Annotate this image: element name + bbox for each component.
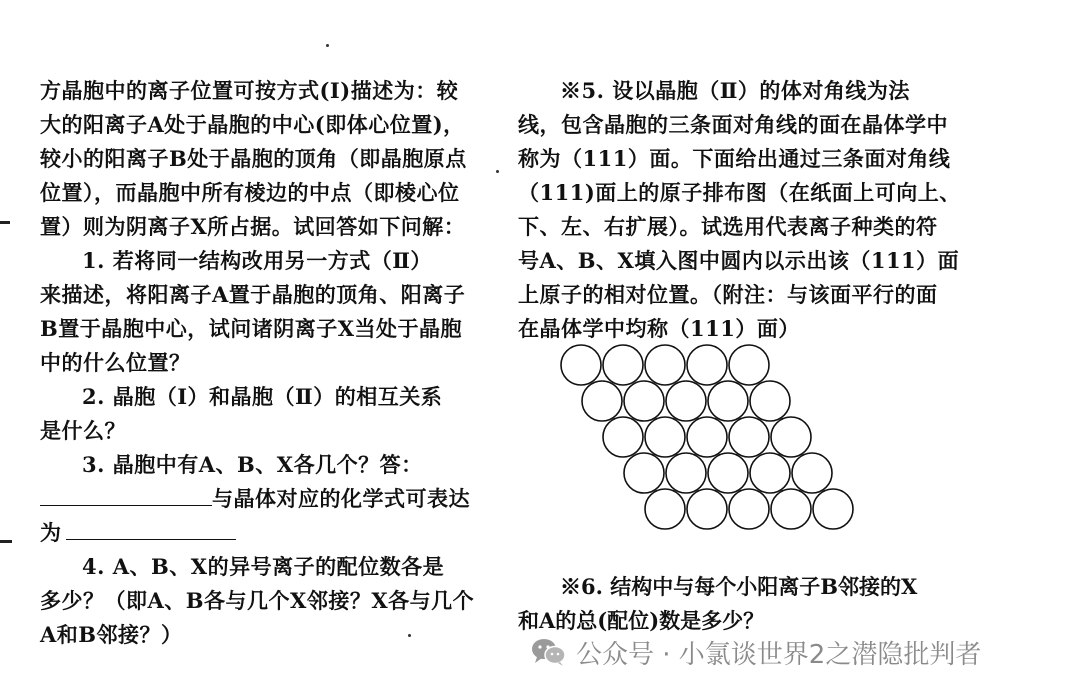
atom-circle[interactable] <box>624 381 664 421</box>
atom-circle[interactable] <box>624 453 664 493</box>
question-3-answer-line <box>40 482 480 516</box>
atom-circle[interactable] <box>771 417 811 457</box>
question-3-formula-line <box>40 516 480 550</box>
question-1-line: 中的什么位置？ <box>40 350 191 375</box>
question-1-line: B置于晶胞中心，试问诸阴离子X当处于晶胞 <box>40 316 463 341</box>
question-5-line: 称为（111）面。下面给出通过三条面对角线 <box>518 146 951 171</box>
right-column <box>518 74 964 346</box>
scan-speck <box>326 44 329 47</box>
question-2-line: 是什么？ <box>40 418 126 443</box>
atom-circle[interactable] <box>603 345 643 385</box>
formula-blank[interactable] <box>66 517 236 540</box>
atom-circle[interactable] <box>645 345 685 385</box>
question-5-line: 号A、B、X填入图中圆内以示出该（111）面 <box>518 248 960 273</box>
question-3-text: 为 <box>40 520 62 545</box>
question-5-line: 线，包含晶胞的三条面对角线的面在晶体学中 <box>518 112 948 137</box>
intro-line: 较小的阳离子B处于晶胞的顶角（即晶胞原点 <box>40 146 467 171</box>
atom-circle[interactable] <box>792 453 832 493</box>
atom-circle[interactable] <box>561 345 601 385</box>
intro-line: 方晶胞中的离子位置可按方式(Ⅰ)描述为：较 <box>40 78 459 103</box>
margin-mark <box>0 221 10 224</box>
atom-circle[interactable] <box>645 417 685 457</box>
question-4-line: 多少？（即A、B各与几个X邻接？X各与几个 <box>40 588 475 613</box>
atom-circle[interactable] <box>813 489 853 529</box>
atom-circle[interactable] <box>708 453 748 493</box>
question-5-line: 上原子的相对位置。（附注：与该面平行的面 <box>518 282 938 307</box>
atom-circle[interactable] <box>687 417 727 457</box>
atom-circle[interactable] <box>750 381 790 421</box>
watermark-text: 公众号 · 小氯谈世界2之潜隐批判者 <box>576 639 982 670</box>
atom-circle[interactable] <box>729 345 769 385</box>
atom-circle[interactable] <box>708 381 748 421</box>
atom-circle[interactable] <box>687 345 727 385</box>
atom-circle[interactable] <box>603 417 643 457</box>
question-1-line: 1. 若将同一结构改用另一方式（Ⅱ） <box>82 248 432 273</box>
atom-circle[interactable] <box>729 417 769 457</box>
intro-line: 大的阳离子A处于晶胞的中心(即体心位置)， <box>40 112 465 137</box>
question-5-line: 在晶体学中均称（111）面） <box>518 316 800 341</box>
question-4-line: A和B邻接？） <box>40 622 183 647</box>
question-3-text: 与晶体对应的化学式可表达 <box>212 486 470 511</box>
question-6 <box>518 570 964 638</box>
question-1-line: 来描述，将阳离子A置于晶胞的顶角、阳离子 <box>40 282 466 307</box>
atom-circle[interactable] <box>771 489 811 529</box>
question-6-line: ※6. 结构中与每个小阳离子B邻接的X <box>560 574 918 599</box>
intro-line: 位置），而晶胞中所有棱边的中点（即棱心位 <box>40 180 460 205</box>
atom-circle[interactable] <box>729 489 769 529</box>
answer-blank[interactable] <box>40 483 212 506</box>
margin-mark <box>0 540 12 543</box>
question-3-line: 3. 晶胞中有A、B、X各几个？答： <box>82 452 423 477</box>
intro-line: 置）则为阴离子X所占据。试回答如下问解： <box>40 214 466 239</box>
atom-circle[interactable] <box>666 453 706 493</box>
question-5-line: 下、左、右扩展）。试选用代表离子种类的符 <box>518 214 938 239</box>
atom-circle[interactable] <box>645 489 685 529</box>
question-5-line: （111)面上的原子排布图（在纸面上可向上、 <box>518 180 961 205</box>
atom-circle[interactable] <box>687 489 727 529</box>
wechat-icon <box>530 636 568 668</box>
atom-circle[interactable] <box>582 381 622 421</box>
question-4-line: 4. A、B、X的异号离子的配位数各是 <box>82 554 445 579</box>
atom-arrangement-diagram <box>558 342 862 548</box>
question-6-line: 和A的总(配位)数是多少？ <box>518 608 765 633</box>
atom-circle[interactable] <box>750 453 790 493</box>
scan-speck <box>496 170 499 173</box>
scan-speck <box>408 634 411 637</box>
question-5-line: ※5. 设以晶胞（Ⅱ）的体对角线为法 <box>560 78 910 103</box>
atom-circle[interactable] <box>666 381 706 421</box>
left-column <box>40 74 480 652</box>
question-2-line: 2. 晶胞（Ⅰ）和晶胞（Ⅱ）的相互关系 <box>82 384 443 409</box>
watermark <box>530 632 981 672</box>
